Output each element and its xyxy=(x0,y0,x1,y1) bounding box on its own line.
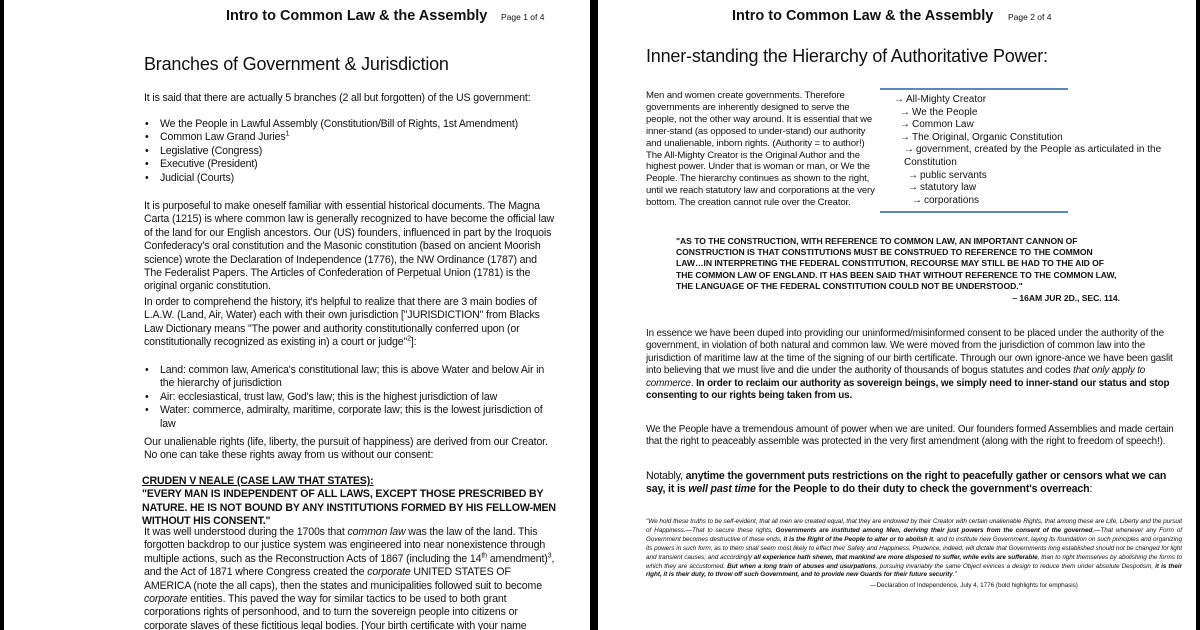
hierarchy-label: government, created by the People as articulated in the Constitution xyxy=(904,144,1162,168)
header-page-number: Page 2 of 4 xyxy=(1008,12,1052,22)
paragraph-rights: Our unalienable rights (life, liberty, the pursuit of happiness) are derived from our Creator. No one can take these rights away from us without our consent: xyxy=(144,436,548,462)
intro-text: It is said that there are actually 5 branches (2 all but forgotten) of the US government: xyxy=(144,92,531,104)
hierarchy-label: Common Law xyxy=(912,119,974,131)
hierarchy-item xyxy=(894,195,1178,208)
list-item: • Land: common law, America's constitutional law; this is above Water and below Air in the hierarchy of jurisdiction xyxy=(144,364,558,391)
hierarchy-item xyxy=(894,119,1178,132)
jurisdictions-list xyxy=(144,364,558,431)
list-item: • Common Law Grand Juries$^1$ xyxy=(144,131,558,144)
case-quote: "EVERY MAN IS INDEPENDENT OF ALL LAWS, EXCEPT THOSE PRESCRIBED BY NATURE. HE IS NOT BOUND BY ANY INSTITUTIONS FORMED BY HIS FELLOW-MEN WITHOUT HIS CONSENT." xyxy=(142,488,556,528)
hierarchy-label: public servants xyxy=(920,169,987,181)
hierarchy-label: corporations xyxy=(924,194,980,206)
hierarchy-item xyxy=(894,94,1178,107)
header-page-number: Page 1 of 4 xyxy=(501,12,545,22)
hierarchy-item xyxy=(894,144,1174,169)
hierarchy-label: We the People xyxy=(912,106,978,118)
case-title: CRUDEN V NEALE (CASE LAW THAT STATES): xyxy=(142,475,374,487)
arrow-right-icon: → xyxy=(908,169,918,181)
hierarchy-item xyxy=(894,107,1178,120)
list-item: • Air: ecclesiastical, trust law, God's law; this is the highest jurisdiction of law xyxy=(144,391,558,404)
branches-list xyxy=(144,118,558,185)
hierarchy-label: The Original, Organic Constitution xyxy=(912,131,1063,143)
declaration-source: —Declaration of Independence, July 4, 1776 (bold highlights for emphasis) xyxy=(870,582,1078,590)
list-item: • We the People in Lawful Assembly (Constitution/Bill of Rights, 1st Amendment) xyxy=(144,118,558,131)
case-quote-source: – 16AM JUR 2D., SEC. 114. xyxy=(1012,293,1120,304)
branches-intro xyxy=(144,92,558,105)
arrow-right-icon: → xyxy=(894,94,904,105)
arrow-right-icon: → xyxy=(912,194,922,206)
document-page-2 xyxy=(598,0,1196,630)
hierarchy-top-rule xyxy=(880,88,1068,90)
document-page-1 xyxy=(4,0,590,630)
header-title: Intro to Common Law & the Assembly xyxy=(226,8,488,24)
paragraph-magna-carta: It is purposeful to make oneself familiar with essential historical documents. The Magna Carta (1215) is where common law is generally recognized to have become the official law of the land for our English ancestors. Our (US) founders, influenced in part by the Iroquois Confederacy's oral constitution and the Masonic constitution (based on ancient Moorish science) wrote the Declaration of Independence (1776), the NW Ordinance (1787) and The Federalist Papers. The Articles of Confederation of Perpetual Union (1781) is the original organic constitution. xyxy=(144,200,554,293)
arrow-right-icon: → xyxy=(908,182,918,194)
paragraph-notably: Notably, anytime the government puts restrictions on the right to peacefully gather or censors what we can say, it is well past time for the People to do their duty to check the government's overreach: xyxy=(646,470,1167,495)
paragraph-duped: In essence we have been duped into providing our uninformed/misinformed consent to be placed under the authority of the government, in violation of both natural and common law. We were moved from the jurisdiction of common law into the jurisdiction of maritime law at the time of the signing of our birth certificate. Through our own ignore-ance we have been gaslit into believing that we must live and die under the authority of thousands of bogus statutes and codes that only apply to commerce. In order to reclaim our authority as sovereign beings, we simply need to inner-stand our status and stop consenting to our rights being taken from us. xyxy=(646,328,1173,402)
hierarchy-label: All-Mighty Creator xyxy=(906,94,987,105)
paragraph-power: We the People have a tremendous amount of power when we are united. Our founders formed Assemblies and made certain that the right to peaceably assemble was protected in the very first amendment (along with the right to freedom of speech!). xyxy=(646,424,1174,448)
arrow-right-icon: → xyxy=(900,131,910,143)
paragraph-1700s: It was well understood during the 1700s that common law was the law of the land. This forgotten backdrop to our justice system was engineered into near nonexistence through multiple actions, such as the Reconstruction Acts of 1867 (including the 14th amendment)$^3$, and the Act of 1871 where Congress created the corporate UNITED STATES OF AMERICA (note the all caps), then the states and municipalities followed suit to become corporate entities. This paved the way for similar tactics to be used to both grant corporations rights of personhood, and to turn the sovereign people into citizens or corporate slaves of these fictitious legal bodies. [Your birth certificate with your name xyxy=(144,526,555,630)
hierarchy-bottom-rule xyxy=(880,211,1068,213)
paragraph-bodies-of-law: In order to comprehend the history, it's helpful to realize that there are 3 main bodies of L.A.W. (Land, Air, Water) each with their own jurisdiction ["JURISDICTION" from Blacks Law Dictionary means "The power and authority constitutionally conferred upon (or constitutionally recognized as existing in) a court or judge"$^2$]: xyxy=(144,296,540,349)
case-law-block xyxy=(142,475,558,529)
arrow-right-icon: → xyxy=(900,119,910,131)
hierarchy-item xyxy=(894,132,1178,145)
section-title: Inner-standing the Hierarchy of Authoritative Power: xyxy=(646,46,1048,66)
case-quote-block xyxy=(676,236,1122,304)
list-item: • Executive (President) xyxy=(144,158,558,171)
hierarchy-item xyxy=(894,182,1178,195)
case-quote: "AS TO THE CONSTRUCTION, WITH REFERENCE TO COMMON LAW, AN IMPORTANT CANNON OF CONSTRUCTION IS THAT CONSTITUTIONS MUST BE CONSTRUED TO REFERENCE TO THE COMMON LAW…IN INTERPRETING THE FEDERAL CONSTITUTION, RECOURSE MAY STILL BE HAD TO THE AID OF THE COMMON LAW OF ENGLAND. IT HAS BEEN SAID THAT WITHOUT REFERENCE TO THE COMMON LAW, THE LANGUAGE OF THE FEDERAL CONSTITUTION COULD NOT BE UNDERSTOOD." xyxy=(676,236,1117,291)
paragraph-men-and-women: Men and women create governments. Therefore governments are inherently designed to serve the people, not the other way around. It is essential that we inner-stand (as opposed to under-stand) our authority and unalienable, inborn rights. (Authority = to author!) The All-Mighty Creator is the Original Author and the highest power. Under that is woman or man, or We the People. The hierarchy continues as shown to the right, until we reach statutory law and corporations at the very bottom. The creation cannot rule over the Creator. xyxy=(646,90,875,209)
arrow-right-icon: → xyxy=(904,144,914,156)
arrow-right-icon: → xyxy=(900,106,910,118)
header-title: Intro to Common Law & the Assembly xyxy=(732,8,994,24)
list-item: • Judicial (Courts) xyxy=(144,172,558,185)
list-item: • Legislative (Congress) xyxy=(144,145,558,158)
declaration-quote: "We hold these truths to be self-evident, that all men are created equal, that they are endowed by their Creator with certain unalienable Rights, that among these are Life, Liberty and the pursuit of Happiness.—That to secure these rights, Governments are instituted among Men, deriving their just powers from the consent of the governed,—That whenever any Form of Government becomes destructive of these ends, it is the Right of the People to alter or to abolish it, and to institute new Government, laying its foundation on such principles and organizing its powers in such form, as to them shall seem most likely to effect their Safety and Happiness. Prudence, indeed, will dictate that Governments long established should not be changed for light and transient causes; and accordingly all experience hath shewn, that mankind are more disposed to suffer, while evils are sufferable, than to right themselves by abolishing the forms to which they are accustomed. But when a long train of abuses and usurpations, pursuing invariably the same Object evinces a design to reduce them under absolute Despotism, it is their right, it is their duty, to throw off such Government, and to provide new Guards for their future security." —Declaration of Independence, July 4, 1776 (bold highlights for emphasis) xyxy=(646,518,1183,590)
hierarchy-item xyxy=(894,170,1178,183)
section-title: Branches of Government & Jurisdiction xyxy=(144,54,449,74)
hierarchy-box xyxy=(894,88,1178,213)
list-item: • Water: commerce, admiralty, maritime, corporate law; this is the lowest jurisdiction of law xyxy=(144,404,558,431)
hierarchy-label: statutory law xyxy=(920,182,977,194)
